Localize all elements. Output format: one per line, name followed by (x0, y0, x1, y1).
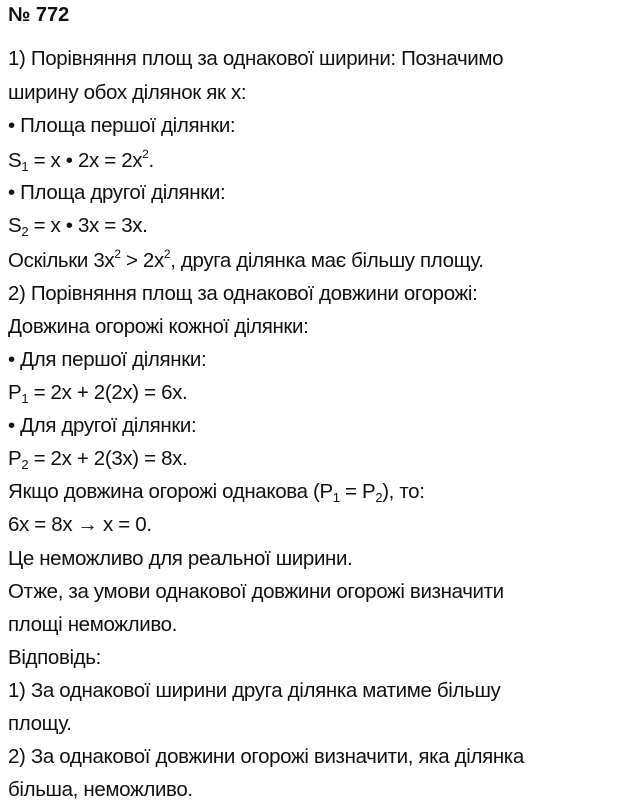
text-line (8, 315, 308, 339)
text-line (8, 381, 187, 406)
superscript: 2 (114, 247, 121, 261)
text-segment: площі неможливо. (8, 613, 178, 636)
text-segment: • Для першої ділянки: (8, 348, 207, 371)
text-segment: площу. (8, 712, 72, 735)
subscript: 1 (21, 391, 29, 406)
text-segment: P (8, 447, 22, 470)
text-segment: Довжина огорожі кожної ділянки: (8, 315, 309, 338)
text-segment: > 2x (120, 249, 164, 272)
subscript: 1 (21, 159, 29, 174)
text-line (8, 282, 477, 306)
text-segment: Відповідь: (8, 646, 101, 669)
text-segment: P (8, 381, 22, 404)
text-line (8, 513, 152, 537)
text-line (8, 580, 504, 604)
text-line (8, 447, 187, 472)
text-segment: • Для другої ділянки: (8, 414, 197, 437)
text-line (8, 778, 193, 802)
text-line (8, 679, 500, 703)
text-segment: 2) Порівняння площ за однакової довжини огорожі: (8, 282, 478, 305)
text-segment: ширину обох ділянок як x: (8, 81, 247, 104)
subscript: 2 (21, 224, 29, 239)
text-line (8, 348, 206, 372)
subscript: 2 (375, 490, 383, 505)
subscript: 2 (21, 457, 29, 472)
text-segment: Якщо довжина огорожі однакова (P (8, 480, 333, 503)
text-segment: • Площа другої ділянки: (8, 181, 226, 204)
text-segment: = 2x + 2(2x) = 6x. (28, 381, 188, 404)
text-segment: Отже, за умови однакової довжини огорожі визначити (8, 580, 504, 603)
text-segment: 6x = 8x → x = 0. (8, 513, 152, 536)
text-line (8, 480, 425, 505)
text-line (8, 181, 225, 205)
text-segment: 2) За однакової довжини огорожі визначити, яка ділянка (8, 745, 524, 768)
text-segment: Оскільки 3x (8, 249, 115, 272)
text-segment: • Площа першої ділянки: (8, 114, 236, 137)
text-segment: більша, неможливо. (8, 778, 193, 801)
text-line (8, 712, 72, 736)
text-line (8, 613, 177, 637)
text-segment: . (148, 149, 154, 172)
text-line (8, 114, 235, 138)
text-segment: = P (339, 480, 376, 503)
text-segment: S (8, 149, 22, 172)
text-line (8, 47, 503, 71)
text-line (8, 247, 484, 273)
text-line (8, 745, 524, 769)
superscript: 2 (142, 147, 149, 161)
subscript: 1 (332, 490, 340, 505)
text-segment: = x • 3x = 3x. (28, 214, 148, 237)
text-line (8, 214, 148, 239)
text-line (8, 646, 101, 670)
text-segment: = 2x + 2(3x) = 8x. (28, 447, 188, 470)
text-segment: 1) За однакової ширини друга ділянка матиме більшу (8, 679, 501, 702)
superscript: 2 (163, 247, 171, 261)
text-segment: = x • 2x = 2x (28, 149, 143, 172)
text-segment: , друга ділянка має більшу площу. (170, 249, 484, 272)
problem-number: № 772 (8, 4, 70, 26)
text-line (8, 414, 196, 438)
text-segment: Це неможливо для реальної ширини. (8, 547, 353, 570)
text-segment: S (8, 214, 22, 237)
text-line (8, 81, 246, 105)
text-line (8, 547, 352, 571)
text-line (8, 147, 154, 174)
text-segment: 1) Порівняння площ за однакової ширини: Позначимо (8, 47, 504, 70)
text-segment: ), то: (382, 480, 425, 503)
